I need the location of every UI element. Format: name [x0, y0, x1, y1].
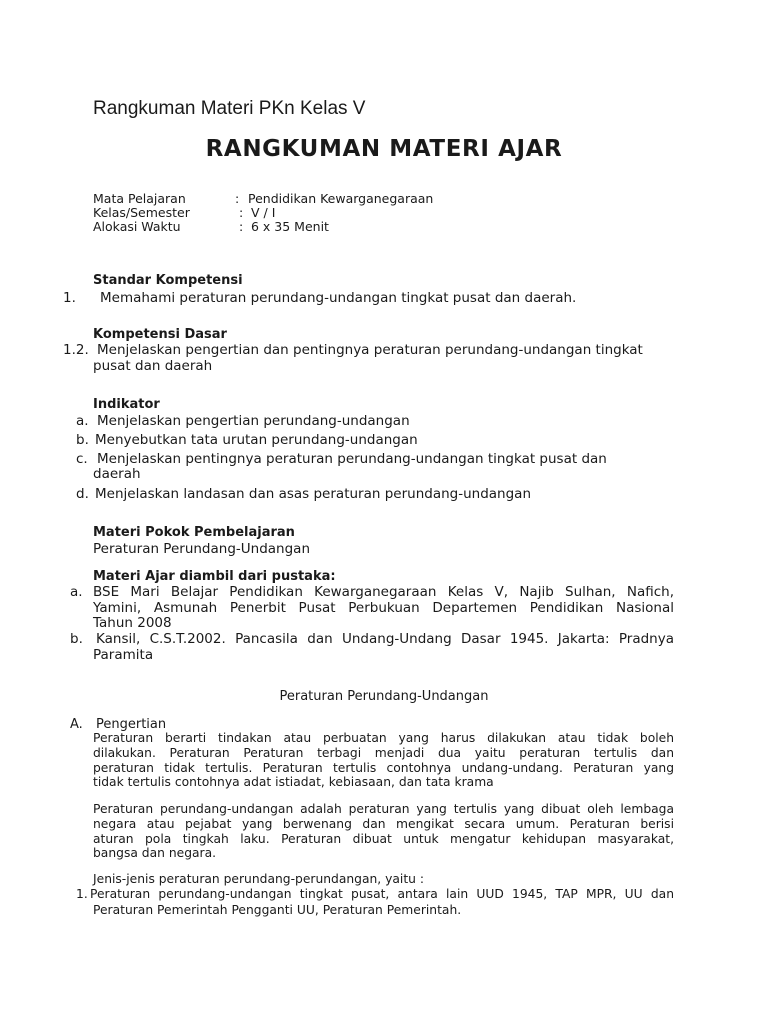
materi-pokok-heading: Materi Pokok Pembelajaran: [93, 525, 295, 540]
kompetensi-number: 1.2.: [63, 342, 89, 358]
pustaka-item-a-line3: Tahun 2008: [93, 615, 172, 631]
standar-heading: Standar Kompetensi: [93, 273, 243, 288]
time-separator: :: [239, 219, 244, 234]
para2-line2: negara atau pejabat yang berwenang dan mengikat secara umum. Peraturan berisi: [93, 817, 674, 831]
para2-line4: bangsa dan negara.: [93, 846, 217, 860]
standar-number: 1.: [63, 290, 76, 306]
subject-label: Mata Pelajaran: [93, 191, 186, 206]
document-title: RANGKUMAN MATERI AJAR: [205, 136, 563, 162]
materi-pokok-text: Peraturan Perundang-Undangan: [93, 541, 311, 557]
jenis-line1: Peraturan perundang-undangan tingkat pusat, antara lain UUD 1945, TAP MPR, UU dan: [90, 887, 674, 901]
para1-line4: tidak tertulis contohnya adat istiadat, kebiasaan, dan tata krama: [93, 775, 494, 789]
time-value: 6 x 35 Menit: [251, 219, 329, 234]
pustaka-item-b-line1: Kansil, C.S.T.2002. Pancasila dan Undang-Undang Dasar 1945. Jakarta: Pradnya: [96, 631, 674, 647]
document-subtitle: Rangkuman Materi PKn Kelas V: [93, 98, 366, 119]
class-label: Kelas/Semester: [93, 205, 190, 220]
indikator-item-c: Menjelaskan pentingnya peraturan perundang-undangan tingkat pusat dan: [97, 451, 607, 467]
pustaka-marker-b: b.: [70, 631, 83, 647]
indikator-item-c-line2: daerah: [93, 466, 141, 482]
jenis-number: 1.: [76, 887, 88, 901]
para1-line2: dilakukan. Peraturan Peraturan terbagi menjadi dua yaitu peraturan tertulis dan: [93, 746, 674, 760]
pustaka-item-a-line1: BSE Mari Belajar Pendidikan Kewarganegaraan Kelas V, Najib Sulhan, Nafich,: [93, 584, 674, 600]
time-label: Alokasi Waktu: [93, 219, 181, 234]
kompetensi-heading: Kompetensi Dasar: [93, 327, 227, 342]
section-title: Peraturan Perundang-Undangan: [279, 689, 489, 704]
jenis-line2: Peraturan Pemerintah Pengganti UU, Peraturan Pemerintah.: [93, 903, 462, 917]
class-value: V / I: [251, 205, 276, 220]
section-a-heading: Pengertian: [96, 717, 167, 732]
pustaka-marker-a: a.: [70, 584, 83, 600]
indikator-marker-a: a.: [76, 413, 89, 429]
subject-separator: :: [235, 191, 240, 206]
subject-value: Pendidikan Kewarganegaraan: [248, 191, 434, 206]
indikator-item-b: Menyebutkan tata urutan perundang-undangan: [95, 432, 418, 448]
indikator-item-a: Menjelaskan pengertian perundang-undangan: [97, 413, 410, 429]
indikator-marker-d: d.: [76, 486, 89, 502]
para1-line1: Peraturan berarti tindakan atau perbuatan yang harus dilakukan atau tidak boleh: [93, 731, 674, 745]
para2-line1: Peraturan perundang-undangan adalah peraturan yang tertulis yang dibuat oleh lembaga: [93, 802, 674, 816]
para1-line3: peraturan tidak tertulis. Peraturan tertulis contohnya undang-undang. Peraturan yang: [93, 761, 674, 775]
pustaka-item-b-line2: Paramita: [93, 647, 154, 663]
section-a-marker: A.: [70, 717, 83, 732]
standar-text: Memahami peraturan perundang-undangan tingkat pusat dan daerah.: [100, 290, 577, 306]
pustaka-heading: Materi Ajar diambil dari pustaka:: [93, 569, 336, 584]
jenis-intro: Jenis-jenis peraturan perundang-perundangan, yaitu :: [93, 872, 425, 886]
kompetensi-text-line1: Menjelaskan pengertian dan pentingnya peraturan perundang-undangan tingkat: [97, 342, 643, 358]
indikator-item-d: Menjelaskan landasan dan asas peraturan perundang-undangan: [95, 486, 531, 502]
indikator-marker-b: b.: [76, 432, 89, 448]
kompetensi-text-line2: pusat dan daerah: [93, 358, 213, 374]
pustaka-item-a-line2: Yamini, Asmunah Penerbit Pusat Perbukuan Departemen Pendidikan Nasional: [93, 600, 674, 616]
indikator-marker-c: c.: [76, 451, 88, 467]
para2-line3: aturan pola tingkah laku. Peraturan dibuat untuk mengatur kehidupan masyarakat,: [93, 832, 674, 846]
class-separator: :: [239, 205, 244, 220]
indikator-heading: Indikator: [93, 397, 160, 412]
